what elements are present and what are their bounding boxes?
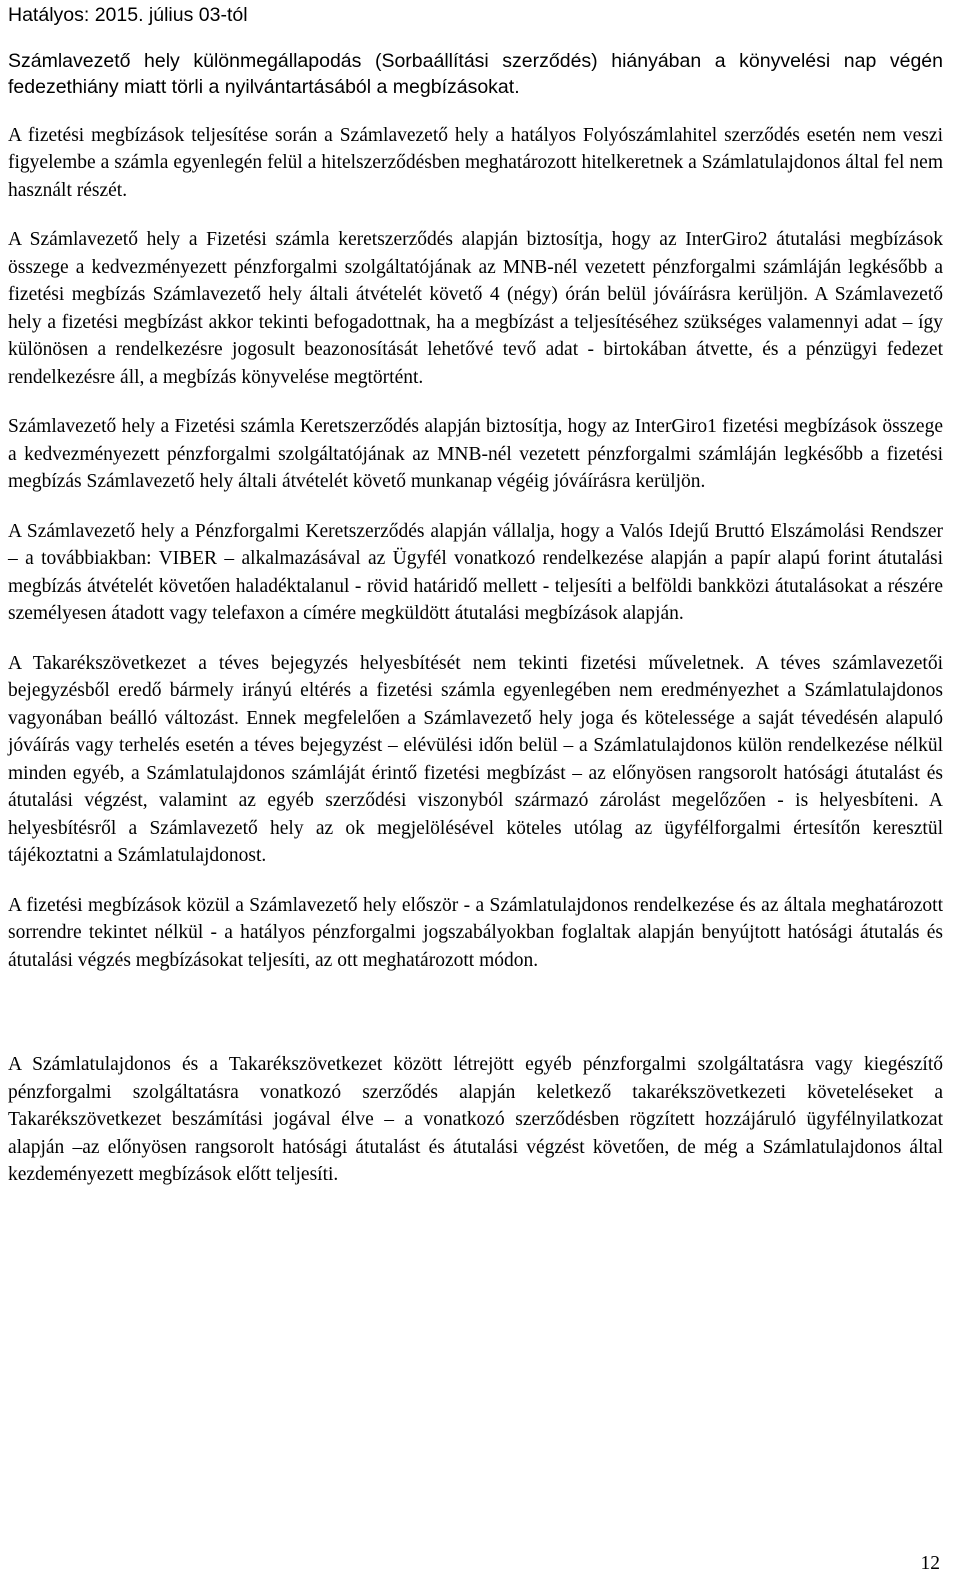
- paragraph-correction: A Takarékszövetkezet a téves bejegyzés helyesbítését nem tekinti fizetési műveletnek. A téves számlavezetői bejegyzésből eredő bármely irányú eltérés a fizetési számla egyenlegében nem eredményezhet a Számlatulajdonos vagyonában beálló változást. Ennek megfelelően a Számlavezető hely joga és kötelessége a saját tévedésén alapuló jóváírás vagy terhelés esetén a téves bejegyzést – elévülési időn belül – a Számlatulajdonos külön rendelkezése nélkül minden egyéb, a Számlatulajdonos számláját érintő fizetési megbízást – az előnyösen rangsorolt hatósági átutalást és átutalási végzést, valamint az egyéb szerződési viszonyból származó zárolást megelőzően - is helyesbíteni. A helyesbítésről a Számlavezető hely az ok megjelölésével köteles utólag az ügyfélforgalmi értesítőn keresztül tájékoztatni a Számlatulajdonost.: [8, 652, 943, 866]
- paragraph-authority-transfers: A fizetési megbízások közül a Számlavezető hely először - a Számlatulajdonos rendelkezése és az általa meghatározott sorrendre tekintet nélkül - a hatályos pénzforgalmi jogszabályokban foglaltak alapján benyújtott hatósági átutalás és átutalási végzés megbízásokat teljesíti, az ott meghatározott módon.: [8, 894, 943, 971]
- effective-date-header: Hatályos: 2015. július 03-tól: [8, 4, 248, 26]
- paragraph-deletion-notice: Számlavezető hely különmegállapodás (Sorbaállítási szerződés) hiányában a könyvelési nap végén fedezethiány miatt törli a nyilvántartásából a megbízásokat.: [8, 49, 943, 98]
- paragraph-set-off: A Számlatulajdonos és a Takarékszövetkezet között létrejött egyéb pénzforgalmi szolgáltatásra vagy kiegészítő pénzforgalmi szolgáltatásra vonatkozó szerződés alapján keletkező takarékszövetkezeti követeléseket a Takarékszövetkezet beszámítási jogával élve – a vonatkozó szerződésben rögzített hozzájáruló ügyfélnyilatkozat alapján –az előnyösen rangsorolt hatósági átutalást és átutalási végzést követően, de még a Számlatulajdonos által kezdeményezett megbízások előtt teljesíti.: [8, 1054, 943, 1185]
- page-number: 12: [920, 1553, 940, 1574]
- document-page: [8, 0, 943, 1211]
- paragraph-viber: A Számlavezető hely a Pénzforgalmi Keretszerződés alapján vállalja, hogy a Valós Idejű Bruttó Elszámolási Rendszer – a továbbiakban: VIBER – alkalmazásával az Ügyfél vonatkozó rendelkezése alapján a papír alapú forint átutalási megbízás átvételét követően haladéktalanul - rövid határidő mellett - teljesíti a belföldi bankközi átutalásokat a részére személyesen átadott vagy telefaxon a címére megküldött átutalási megbízások alapján.: [8, 520, 943, 624]
- paragraph-credit-line: A fizetési megbízások teljesítése során a Számlavezető hely a hatályos Folyószámlahitel szerződés esetén nem veszi figyelembe a számla egyenlegén felül a hitelszerződésben meghatározott hitelkeretnek a Számlatulajdonos által fel nem használt részét.: [8, 124, 943, 201]
- paragraph-intergiro1: Számlavezető hely a Fizetési számla Keretszerződés alapján biztosítja, hogy az InterGiro1 fizetési megbízások összege a kedvezményezett pénzforgalmi szolgáltatójának az MNB-nél vezetett pénzforgalmi számláján legkésőbb a fizetési megbízás Számlavezető hely általi átvételét követő munkanap végéig jóváírásra kerüljön.: [8, 416, 943, 492]
- paragraph-intergiro2: A Számlavezető hely a Fizetési számla keretszerződés alapján biztosítja, hogy az InterGiro2 átutalási megbízások összege a kedvezményezett pénzforgalmi szolgáltatójának az MNB-nél vezetett pénzforgalmi számláján legkésőbb a fizetési megbízás Számlavezető hely általi átvételét követő 4 (négy) órán belül jóváírásra kerüljön. A Számlavezető hely a fizetési megbízást akkor tekinti befogadottnak, ha a megbízást a teljesítéséhez szükséges valamennyi adat – így különösen a rendelkezésre jogosult beazonosítását lehetővé tevő adat - birtokában átvette, és a pénzügyi fedezet rendelkezésre áll, a megbízás könyvelése megtörtént.: [8, 229, 943, 388]
